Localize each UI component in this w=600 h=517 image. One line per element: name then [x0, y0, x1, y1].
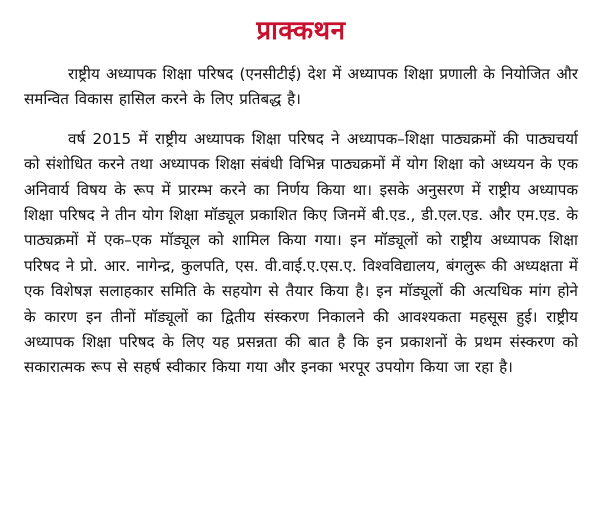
paragraph-2: वर्ष 2015 में राष्ट्रीय अध्यापक शिक्षा परिषद ने अध्यापक–शिक्षा पाठ्यक्रमों की पाठ्यचर्या को संशोधित करने तथा अध्यापक शिक्षा संबंधी विभिन्न पाठ्यक्रमों में योग शिक्षा को अध्ययन के एक अनिवार्य विषय के रूप में प्रारम्भ करने का निर्णय किया था। इसके अनुसरण में राष्ट्रीय अध्यापक शिक्षा परिषद ने तीन योग शिक्षा मॉड्यूल प्रकाशित किए जिनमें बी.एड., डी.एल.एड. और एम.एड. के पाठ्यक्रमों में एक–एक मॉड्यूल को शामिल किया गया। इन मॉड्यूलों को राष्ट्रीय अध्यापक शिक्षा परिषद ने प्रो. आर. नागेन्द्र, कुलपति, एस. वी.वाई.ए.एस.ए. विश्वविद्यालय, बंगलुरू की अध्यक्षता में एक विशेषज्ञ सलाहकार समिति के सहयोग से तैयार किया है। इन मॉड्यूलों की अत्यधिक मांग होने के कारण इन तीनों मॉड्यूलों का द्वितीय संस्करण निकालने की आवश्यकता महसूस हुई। राष्ट्रीय अध्यापक शिक्षा परिषद के लिए यह प्रसन्नता की बात है कि इन प्रकाशनों के प्रथम संस्करण को सकारात्मक रूप से सहर्ष स्वीकार किया गया और इनका भरपूर उपयोग किया जा रहा है।	[24, 129, 578, 377]
page-title: प्राक्कथन	[256, 16, 346, 46]
paragraph-1: राष्ट्रीय अध्यापक शिक्षा परिषद (एनसीटीई) देश में अध्यापक शिक्षा प्रणाली के नियोजित और समन्वित विकास हासिल करने के लिए प्रतिबद्ध है।	[24, 65, 578, 109]
